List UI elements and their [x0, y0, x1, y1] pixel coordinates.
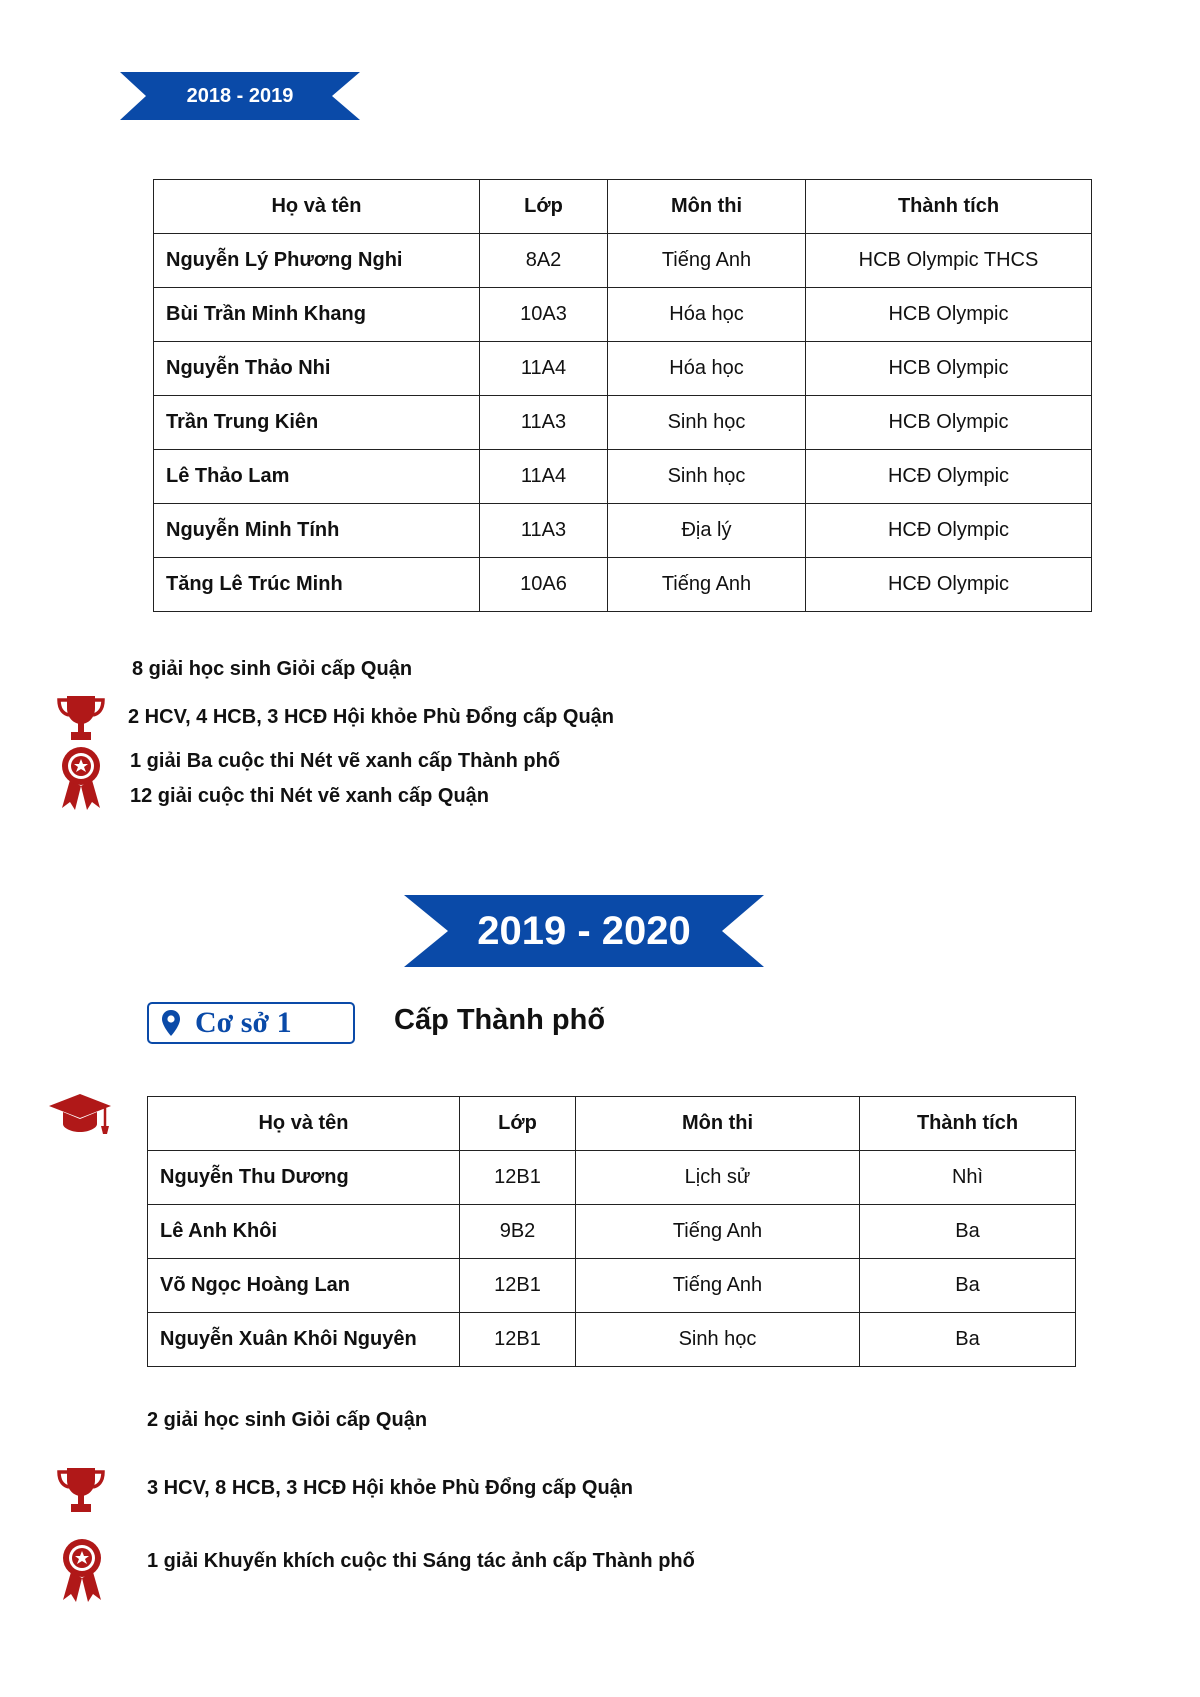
cell-name: Nguyễn Xuân Khôi Nguyên [148, 1313, 460, 1367]
results-table-2018 [153, 179, 1092, 612]
table-row [154, 450, 1092, 504]
header-name: Họ và tên [148, 1097, 460, 1151]
award-badge-icon [58, 746, 104, 817]
cell-class: 11A4 [480, 450, 608, 504]
year-label: 2019 - 2020 [477, 908, 691, 953]
achievement-line: 2 giải học sinh Giỏi cấp Quận [147, 1409, 428, 1431]
achievement-line: 8 giải học sinh Giỏi cấp Quận [132, 658, 413, 680]
cell-subject: Tiếng Anh [576, 1259, 860, 1313]
cell-name: Trần Trung Kiên [154, 396, 480, 450]
graduation-cap-icon [47, 1092, 113, 1141]
cell-achievement: Ba [860, 1205, 1076, 1259]
cell-achievement: HCĐ Olympic [806, 450, 1092, 504]
cell-class: 11A3 [480, 396, 608, 450]
header-class: Lớp [480, 180, 608, 234]
achievement-line: 1 giải Ba cuộc thi Nét vẽ xanh cấp Thành phố [130, 750, 561, 772]
header-achievement: Thành tích [806, 180, 1092, 234]
header-subject: Môn thi [608, 180, 806, 234]
achievement-line: 12 giải cuộc thi Nét vẽ xanh cấp Quận [130, 785, 489, 807]
cell-class: 10A6 [480, 558, 608, 612]
cell-name: Võ Ngọc Hoàng Lan [148, 1259, 460, 1313]
cell-class: 8A2 [480, 234, 608, 288]
cell-achievement: HCB Olympic [806, 342, 1092, 396]
cell-achievement: HCB Olympic THCS [806, 234, 1092, 288]
achievement-line: 3 HCV, 8 HCB, 3 HCĐ Hội khỏe Phù Đổng cấp Quận [147, 1477, 633, 1499]
cell-class: 12B1 [460, 1151, 576, 1205]
table-row [148, 1205, 1076, 1259]
cell-subject: Sinh học [608, 396, 806, 450]
cell-subject: Sinh học [608, 450, 806, 504]
cell-achievement: HCB Olympic [806, 396, 1092, 450]
cell-name: Nguyễn Thu Dương [148, 1151, 460, 1205]
cell-subject: Lịch sử [576, 1151, 860, 1205]
table-row [148, 1313, 1076, 1367]
cell-name: Nguyễn Thảo Nhi [154, 342, 480, 396]
year-ribbon-2019 [404, 895, 764, 967]
cell-achievement: HCB Olympic [806, 288, 1092, 342]
cell-subject: Tiếng Anh [608, 234, 806, 288]
cell-class: 12B1 [460, 1313, 576, 1367]
achievement-line: 2 HCV, 4 HCB, 3 HCĐ Hội khỏe Phù Đổng cấp Quận [128, 706, 614, 728]
site-label-box [147, 1002, 355, 1044]
cell-subject: Địa lý [608, 504, 806, 558]
cell-achievement: Ba [860, 1259, 1076, 1313]
cell-name: Nguyễn Lý Phương Nghi [154, 234, 480, 288]
table-header-row [148, 1097, 1076, 1151]
cell-class: 9B2 [460, 1205, 576, 1259]
cell-achievement: Ba [860, 1313, 1076, 1367]
cell-name: Lê Thảo Lam [154, 450, 480, 504]
table-row [154, 558, 1092, 612]
cell-class: 10A3 [480, 288, 608, 342]
cell-subject: Sinh học [576, 1313, 860, 1367]
achievement-line: 1 giải Khuyến khích cuộc thi Sáng tác ảnh cấp Thành phố [147, 1550, 695, 1572]
cell-achievement: Nhì [860, 1151, 1076, 1205]
table-row [154, 288, 1092, 342]
table-row [148, 1259, 1076, 1313]
header-name: Họ và tên [154, 180, 480, 234]
cell-class: 12B1 [460, 1259, 576, 1313]
cell-name: Tăng Lê Trúc Minh [154, 558, 480, 612]
location-pin-icon [161, 1009, 181, 1037]
cell-subject: Hóa học [608, 288, 806, 342]
cell-achievement: HCĐ Olympic [806, 504, 1092, 558]
header-achievement: Thành tích [860, 1097, 1076, 1151]
year-ribbon-2018 [120, 72, 360, 120]
header-subject: Môn thi [576, 1097, 860, 1151]
results-table-2019 [147, 1096, 1076, 1367]
cell-name: Bùi Trần Minh Khang [154, 288, 480, 342]
cell-name: Lê Anh Khôi [148, 1205, 460, 1259]
cell-subject: Tiếng Anh [608, 558, 806, 612]
cell-subject: Hóa học [608, 342, 806, 396]
table-row [154, 234, 1092, 288]
cell-class: 11A4 [480, 342, 608, 396]
header-class: Lớp [460, 1097, 576, 1151]
cell-class: 11A3 [480, 504, 608, 558]
cell-subject: Tiếng Anh [576, 1205, 860, 1259]
table-row [154, 396, 1092, 450]
year-label: 2018 - 2019 [186, 84, 294, 107]
table-header-row [154, 180, 1092, 234]
table-row [148, 1151, 1076, 1205]
award-badge-icon [59, 1538, 105, 1609]
trophy-icon [55, 1464, 107, 1521]
site-label: Cơ sở 1 [195, 1006, 292, 1039]
cell-achievement: HCĐ Olympic [806, 558, 1092, 612]
level-title: Cấp Thành phố [394, 1004, 606, 1036]
table-row [154, 342, 1092, 396]
cell-name: Nguyễn Minh Tính [154, 504, 480, 558]
table-row [154, 504, 1092, 558]
trophy-icon [55, 692, 107, 749]
